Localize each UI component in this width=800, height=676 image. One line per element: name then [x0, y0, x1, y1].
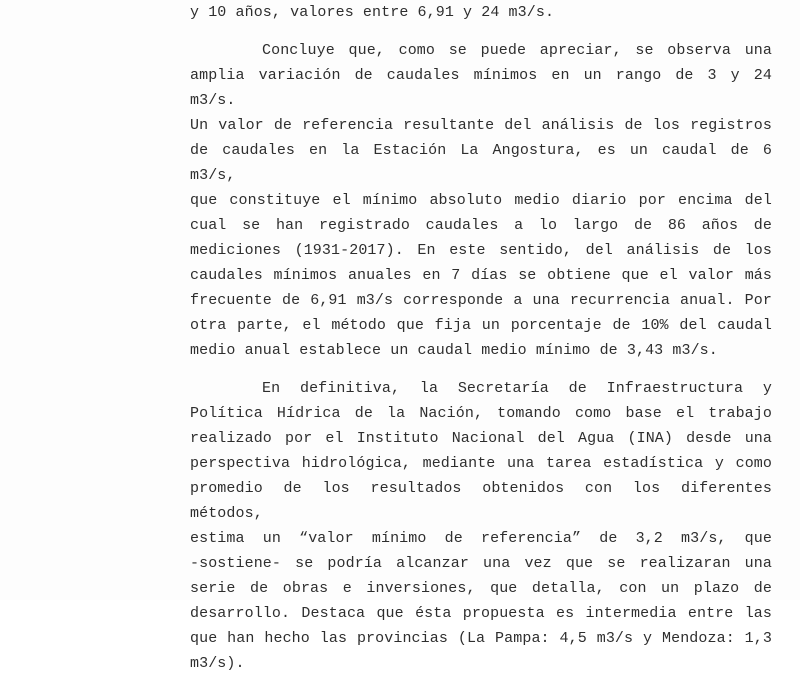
text-line: otra parte, el método que fija un porcentaje de 10% del caudal — [190, 317, 772, 334]
text-line: Concluye que, como se puede apreciar, se observa una — [262, 42, 772, 59]
text-line: m3/s). — [190, 655, 245, 672]
text-line: medio anual establece un caudal medio mínimo de 3,43 m3/s. — [190, 342, 718, 359]
text-line: mediciones (1931-2017). En este sentido, del análisis de los — [190, 242, 772, 259]
text-line: promedio de los resultados obtenidos con los diferentes métodos, — [190, 480, 772, 522]
text-line: y 10 años, valores entre 6,91 y 24 m3/s. — [190, 4, 555, 21]
text-line: de caudales en la Estación La Angostura, es un caudal de 6 m3/s, — [190, 142, 772, 184]
text-line: que constituye el mínimo absoluto medio diario por encima del — [190, 192, 772, 209]
text-line: serie de obras e inversiones, que detalla, con un plazo de — [190, 580, 772, 597]
text-line: realizado por el Instituto Nacional del Agua (INA) desde una — [190, 430, 772, 447]
paragraph — [190, 0, 772, 25]
text-line: que han hecho las provincias (La Pampa: 4,5 m3/s y Mendoza: 1,3 — [190, 630, 772, 647]
text-line: estima un “valor mínimo de referencia” de 3,2 m3/s, que — [190, 530, 772, 547]
text-line: En definitiva, la Secretaría de Infraestructura y — [262, 380, 772, 397]
text-line: frecuente de 6,91 m3/s corresponde a una recurrencia anual. Por — [190, 292, 772, 309]
text-line: amplia variación de caudales mínimos en un rango de 3 y 24 m3/s. — [190, 67, 772, 109]
paragraph — [190, 376, 772, 676]
text-line: desarrollo. Destaca que ésta propuesta es intermedia entre las — [190, 605, 772, 622]
text-line: perspectiva hidrológica, mediante una tarea estadística y como — [190, 455, 772, 472]
text-line: -sostiene- se podría alcanzar una vez que se realizaran una — [190, 555, 772, 572]
text-line: caudales mínimos anuales en 7 días se obtiene que el valor más — [190, 267, 772, 284]
text-line: cual se han registrado caudales a lo largo de 86 años de — [190, 217, 772, 234]
paragraph — [190, 38, 772, 363]
text-line: Política Hídrica de la Nación, tomando como base el trabajo — [190, 405, 772, 422]
document-text — [190, 0, 772, 676]
text-line: Un valor de referencia resultante del análisis de los registros — [190, 117, 772, 134]
